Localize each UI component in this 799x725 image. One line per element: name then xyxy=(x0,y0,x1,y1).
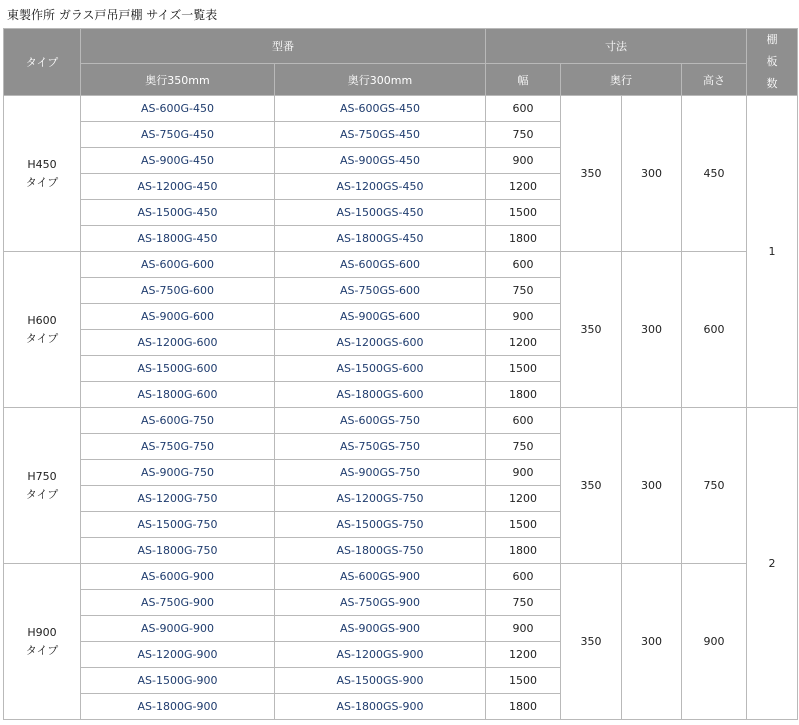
width-cell: 600 xyxy=(486,252,561,278)
header-shelf-char-1: 棚 xyxy=(766,33,778,46)
model-300-cell: AS-900GS-750 xyxy=(275,460,486,486)
height-cell: 600 xyxy=(682,252,747,408)
table-row xyxy=(4,564,798,590)
model-350-cell: AS-900G-450 xyxy=(81,148,275,174)
model-300-cell: AS-1500GS-600 xyxy=(275,356,486,382)
table-row xyxy=(4,96,798,122)
depth-350-cell: 350 xyxy=(561,96,622,252)
model-350-cell: AS-1500G-900 xyxy=(81,668,275,694)
width-cell: 1800 xyxy=(486,382,561,408)
model-350-cell: AS-1500G-450 xyxy=(81,200,275,226)
width-cell: 750 xyxy=(486,278,561,304)
width-cell: 1200 xyxy=(486,174,561,200)
depth-300-cell: 300 xyxy=(622,408,682,564)
width-cell: 750 xyxy=(486,122,561,148)
size-table xyxy=(3,28,798,720)
header-shelf-char-3: 数 xyxy=(766,77,778,90)
model-350-cell: AS-1800G-900 xyxy=(81,694,275,720)
model-300-cell: AS-1200GS-900 xyxy=(275,642,486,668)
header-width: 幅 xyxy=(486,64,561,96)
width-cell: 750 xyxy=(486,590,561,616)
type-code: H900 xyxy=(27,625,57,639)
width-cell: 600 xyxy=(486,408,561,434)
model-300-cell: AS-1200GS-600 xyxy=(275,330,486,356)
width-cell: 1200 xyxy=(486,486,561,512)
model-300-cell: AS-600GS-450 xyxy=(275,96,486,122)
height-cell: 900 xyxy=(682,564,747,720)
depth-300-cell: 300 xyxy=(622,564,682,720)
width-cell: 1500 xyxy=(486,356,561,382)
depth-300-cell: 300 xyxy=(622,252,682,408)
width-cell: 1500 xyxy=(486,512,561,538)
model-350-cell: AS-600G-450 xyxy=(81,96,275,122)
model-300-cell: AS-900GS-900 xyxy=(275,616,486,642)
type-cell xyxy=(4,564,81,720)
model-350-cell: AS-1500G-750 xyxy=(81,512,275,538)
model-350-cell: AS-1200G-750 xyxy=(81,486,275,512)
width-cell: 1200 xyxy=(486,642,561,668)
type-cell xyxy=(4,408,81,564)
table-body xyxy=(4,96,798,720)
width-cell: 1500 xyxy=(486,200,561,226)
shelf-count-cell: 2 xyxy=(747,408,798,720)
model-300-cell: AS-1800GS-750 xyxy=(275,538,486,564)
model-350-cell: AS-750G-900 xyxy=(81,590,275,616)
type-cell xyxy=(4,252,81,408)
model-300-cell: AS-750GS-450 xyxy=(275,122,486,148)
type-label: タイプ xyxy=(25,487,59,501)
depth-350-cell: 350 xyxy=(561,564,622,720)
type-cell xyxy=(4,96,81,252)
model-300-cell: AS-750GS-900 xyxy=(275,590,486,616)
width-cell: 900 xyxy=(486,616,561,642)
table-row xyxy=(4,252,798,278)
page-title: 東製作所 ガラス戸吊戸棚 サイズ一覧表 xyxy=(7,8,218,22)
header-model-300: 奥行300mm xyxy=(275,64,486,96)
model-300-cell: AS-1500GS-750 xyxy=(275,512,486,538)
model-300-cell: AS-1800GS-900 xyxy=(275,694,486,720)
model-300-cell: AS-600GS-750 xyxy=(275,408,486,434)
model-300-cell: AS-600GS-900 xyxy=(275,564,486,590)
model-350-cell: AS-1800G-750 xyxy=(81,538,275,564)
width-cell: 900 xyxy=(486,304,561,330)
model-300-cell: AS-1800GS-450 xyxy=(275,226,486,252)
width-cell: 1500 xyxy=(486,668,561,694)
model-350-cell: AS-750G-750 xyxy=(81,434,275,460)
type-code: H750 xyxy=(27,469,57,483)
width-cell: 600 xyxy=(486,96,561,122)
model-350-cell: AS-600G-750 xyxy=(81,408,275,434)
model-350-cell: AS-1800G-450 xyxy=(81,226,275,252)
model-300-cell: AS-1800GS-600 xyxy=(275,382,486,408)
height-cell: 450 xyxy=(682,96,747,252)
header-shelf-char-2: 板 xyxy=(766,55,778,68)
width-cell: 750 xyxy=(486,434,561,460)
model-350-cell: AS-1200G-450 xyxy=(81,174,275,200)
width-cell: 1800 xyxy=(486,226,561,252)
header-shelf-count xyxy=(747,29,798,96)
header-height: 高さ xyxy=(682,64,747,96)
model-350-cell: AS-900G-900 xyxy=(81,616,275,642)
width-cell: 1800 xyxy=(486,538,561,564)
model-300-cell: AS-1500GS-900 xyxy=(275,668,486,694)
model-300-cell: AS-750GS-750 xyxy=(275,434,486,460)
model-350-cell: AS-750G-450 xyxy=(81,122,275,148)
model-300-cell: AS-1500GS-450 xyxy=(275,200,486,226)
width-cell: 1200 xyxy=(486,330,561,356)
model-300-cell: AS-600GS-600 xyxy=(275,252,486,278)
model-300-cell: AS-900GS-450 xyxy=(275,148,486,174)
model-350-cell: AS-600G-600 xyxy=(81,252,275,278)
header-type: タイプ xyxy=(4,29,81,96)
width-cell: 900 xyxy=(486,460,561,486)
header-depth: 奥行 xyxy=(561,64,682,96)
model-350-cell: AS-750G-600 xyxy=(81,278,275,304)
model-300-cell: AS-750GS-600 xyxy=(275,278,486,304)
depth-350-cell: 350 xyxy=(561,252,622,408)
model-300-cell: AS-900GS-600 xyxy=(275,304,486,330)
table-row xyxy=(4,408,798,434)
header-dimensions: 寸法 xyxy=(486,29,747,64)
type-code: H600 xyxy=(27,313,57,327)
model-300-cell: AS-1200GS-450 xyxy=(275,174,486,200)
model-350-cell: AS-1200G-900 xyxy=(81,642,275,668)
model-350-cell: AS-1500G-600 xyxy=(81,356,275,382)
type-code: H450 xyxy=(27,157,57,171)
model-350-cell: AS-1800G-600 xyxy=(81,382,275,408)
type-label: タイプ xyxy=(25,331,59,345)
depth-350-cell: 350 xyxy=(561,408,622,564)
model-350-cell: AS-600G-900 xyxy=(81,564,275,590)
model-300-cell: AS-1200GS-750 xyxy=(275,486,486,512)
type-label: タイプ xyxy=(25,643,59,657)
header-model: 型番 xyxy=(81,29,486,64)
type-label: タイプ xyxy=(25,175,59,189)
shelf-count-cell: 1 xyxy=(747,96,798,408)
height-cell: 750 xyxy=(682,408,747,564)
model-350-cell: AS-900G-750 xyxy=(81,460,275,486)
depth-300-cell: 300 xyxy=(622,96,682,252)
model-350-cell: AS-900G-600 xyxy=(81,304,275,330)
width-cell: 600 xyxy=(486,564,561,590)
width-cell: 1800 xyxy=(486,694,561,720)
width-cell: 900 xyxy=(486,148,561,174)
header-model-350: 奥行350mm xyxy=(81,64,275,96)
model-350-cell: AS-1200G-600 xyxy=(81,330,275,356)
